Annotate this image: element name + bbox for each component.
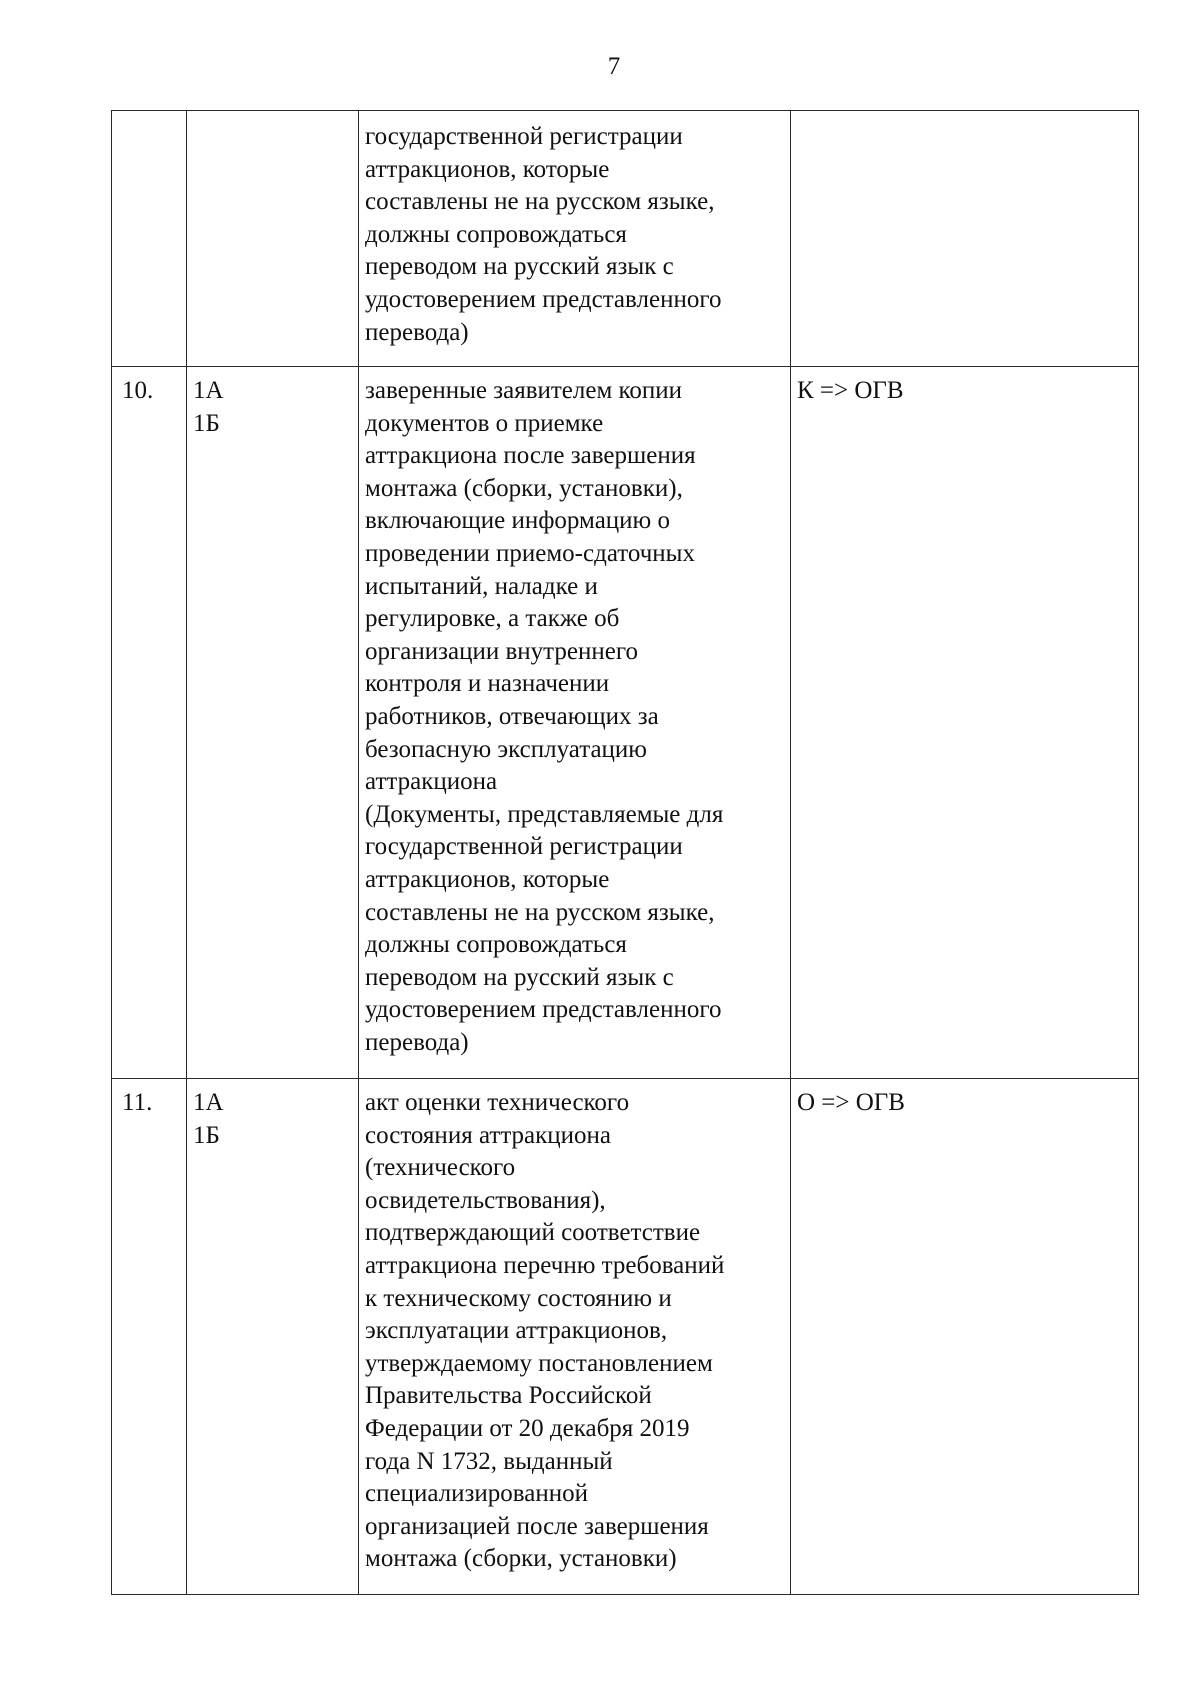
document-description-cell: заверенные заявителем копии документов о приемке аттракциона после завершения монтажа (сборки, установки), включающие информацию о проведении приемо-сдаточных испытаний, наладке и регулировке, а также об организации внутреннего контроля и назначении работников, отвечающих за безопасную эксплуатацию аттракциона (Документы, представляемые для государственной регистрации аттракционов, которые составлены не на русском языке, должны сопровождаться переводом на русский язык с удостоверением представленного перевода) xyxy=(359,367,791,1079)
table-row xyxy=(112,111,1139,367)
submission-mark-cell xyxy=(791,111,1139,367)
row-number-cell: 10. xyxy=(112,367,187,1079)
table-row xyxy=(112,1079,1139,1595)
document-description-cell: государственной регистрации аттракционов, которые составлены не на русском языке, должны сопровождаться переводом на русский язык с удостоверением представленного перевода) xyxy=(359,111,791,367)
attraction-type-cell xyxy=(187,111,359,367)
document-description-cell: акт оценки технического состояния аттракциона (технического освидетельствования), подтверждающий соответствие аттракциона перечню требований к техническому состоянию и эксплуатации аттракционов, утверждаемому постановлением Правительства Российской Федерации от 20 декабря 2019 года N 1732, выданный специализированной организацией после завершения монтажа (сборки, установки) xyxy=(359,1079,791,1595)
attraction-type-cell: 1А 1Б xyxy=(187,1079,359,1595)
table-row xyxy=(112,367,1139,1079)
submission-mark-cell: К => ОГВ xyxy=(791,367,1139,1079)
documents-table xyxy=(111,110,1139,1595)
row-number-cell: 11. xyxy=(112,1079,187,1595)
submission-mark-cell: О => ОГВ xyxy=(791,1079,1139,1595)
page-number: 7 xyxy=(607,53,621,80)
row-number-cell xyxy=(112,111,187,367)
attraction-type-cell: 1А 1Б xyxy=(187,367,359,1079)
